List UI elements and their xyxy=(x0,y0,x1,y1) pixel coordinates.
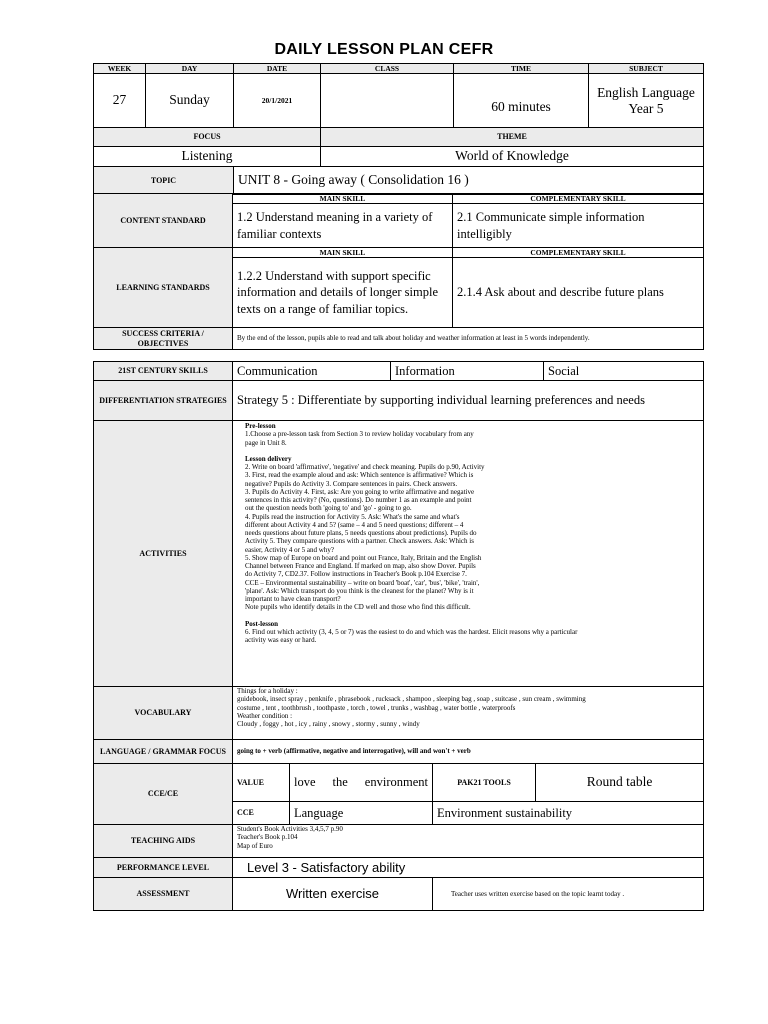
topic-label: TOPIC xyxy=(94,167,234,195)
content-standard-complementary: 2.1 Communicate simple information intelligibly xyxy=(453,204,704,248)
date-label: DATE xyxy=(234,64,321,74)
header-values-row xyxy=(94,74,704,128)
delivery-line: out the question needs both 'going to' and 'go' - going to go. xyxy=(245,504,412,513)
teaching-aid-line: Teacher's Book p.104 xyxy=(237,833,298,842)
grammar-row xyxy=(94,740,704,764)
learning-standard-complementary: 2.1.4 Ask about and describe future plans xyxy=(453,258,704,328)
century-skill-2: Information xyxy=(391,362,544,381)
assessment-note: Teacher uses written exercise based on the topic learnt today . xyxy=(433,878,704,911)
grammar-value: going to + verb (affirmative, negative and interrogative), will and won't + verb xyxy=(233,740,704,764)
post-lesson-heading: Post-lesson xyxy=(245,619,279,628)
post-line: activity was easy or hard. xyxy=(245,636,317,644)
activities-row xyxy=(94,421,704,687)
value-text: love the environment xyxy=(294,774,428,789)
performance-value: Level 3 - Satisfactory ability xyxy=(233,858,704,878)
focus-value: Listening xyxy=(94,147,321,167)
century-skill-1: Communication xyxy=(233,362,391,381)
focus-theme-values-row xyxy=(94,147,704,167)
delivery-line: Activity 5. They compare questions with a partner. Check answers. Ask: Which is xyxy=(245,537,474,546)
success-criteria-label: SUCCESS CRITERIA / OBJECTIVES xyxy=(94,328,233,350)
value-label: VALUE xyxy=(233,764,290,802)
cce-label: CCE/CE xyxy=(94,764,233,825)
theme-value: World of Knowledge xyxy=(321,147,704,167)
main-table xyxy=(93,420,704,911)
activities-label: ACTIVITIES xyxy=(94,421,233,687)
learning-standard-main: 1.2.2 Understand with support specific information and details of longer simple texts on a range of familiar topics. xyxy=(233,258,453,328)
pak21-value: Round table xyxy=(536,764,704,802)
header-labels-row xyxy=(94,64,704,74)
teaching-aid-line: Student's Book Activities 3,4,5,7 p.90 xyxy=(237,825,343,833)
content-skill-headers xyxy=(94,194,704,204)
vocabulary-content xyxy=(233,687,704,740)
assessment-row xyxy=(94,878,704,911)
delivery-line: do Activity 7, CD2.37. Follow instructions in Teacher's Book p.104 Exercise 7. xyxy=(245,570,467,579)
assessment-method: Written exercise xyxy=(233,878,433,911)
pak21-label: PAK21 TOOLS xyxy=(433,764,536,802)
differentiation-value: Strategy 5 : Differentiate by supporting individual learning preferences and needs xyxy=(233,381,704,421)
subject-value: English Language Year 5 xyxy=(589,74,704,128)
class-label: CLASS xyxy=(321,64,454,74)
vocabulary-line: Weather condition : xyxy=(237,711,293,720)
day-label: DAY xyxy=(146,64,234,74)
date-value: 20/1/2021 xyxy=(234,74,321,128)
main-skill-header-2: MAIN SKILL xyxy=(233,248,453,258)
delivery-line: Note pupils who identify details in the CD well and those who find this difficult. xyxy=(245,603,471,612)
week-value: 27 xyxy=(94,74,146,128)
class-value xyxy=(321,74,454,128)
delivery-line: easier, Activity 4 or 5 and why? xyxy=(245,545,334,554)
standards-table xyxy=(93,193,704,350)
differentiation-label: DIFFERENTIATION STRATEGIES xyxy=(94,381,233,421)
teaching-aid-line: Map of Euro xyxy=(237,841,273,850)
delivery-line: Channel between France and England. If marked on map, also show Dover. Pupils xyxy=(245,562,476,570)
teaching-aids-row xyxy=(94,825,704,858)
delivery-line: 3. First, read the example aloud and ask: Which sentence is affirmative? Which is xyxy=(245,471,474,480)
pre-line: page in Unit 8. xyxy=(245,438,287,447)
delivery-line: CCE – Environmental sustainability – write on board 'boat', 'car', 'bus', 'bike', 'train', xyxy=(245,578,480,587)
delivery-line: sentences in this activity? (No, questions). Do number 1 as an example and point xyxy=(245,496,472,504)
delivery-line: different about Activity 4 and 5? (same – 4 and 5 need questions; different – 4 xyxy=(245,520,464,529)
cce-sub-label: CCE xyxy=(233,802,290,825)
complementary-skill-header: COMPLEMENTARY SKILL xyxy=(453,194,704,204)
century-skills-label: 21ST CENTURY SKILLS xyxy=(94,362,233,381)
vocabulary-line: costume , tent , toothbrush , toothpaste , torch , towel , trunks , washbag , water bottle , waterproofs xyxy=(237,703,516,712)
vocabulary-line: guidebook, insect spray , penknife , phrasebook , rucksack , shampoo , sleeping bag , soap , suitcase , sun cream , swimming xyxy=(237,695,586,704)
performance-row xyxy=(94,858,704,878)
theme-label: THEME xyxy=(321,128,704,147)
learning-standards-label: LEARNING STANDARDS xyxy=(94,248,233,328)
delivery-line: 2. Write on board 'affirmative', 'negative' and check meaning. Pupils do p.90, Activity xyxy=(245,463,485,471)
success-criteria-row xyxy=(94,328,704,350)
vocabulary-line: Things for a holiday : xyxy=(237,687,298,695)
teaching-aids-content xyxy=(233,825,704,858)
assessment-label: ASSESSMENT xyxy=(94,878,233,911)
activities-content xyxy=(233,421,704,687)
century-skill-3: Social xyxy=(544,362,704,381)
lesson-delivery-heading: Lesson delivery xyxy=(245,454,292,463)
delivery-line: 4. Pupils read the instruction for Activity 5. Ask: What's the same and what's xyxy=(245,512,460,521)
time-value: 60 minutes xyxy=(454,74,589,128)
cce-value: Language xyxy=(290,802,433,825)
vocabulary-row xyxy=(94,687,704,740)
pre-lesson-heading: Pre-lesson xyxy=(245,422,276,430)
content-standard-main: 1.2 Understand meaning in a variety of familiar contexts xyxy=(233,204,453,248)
differentiation-row xyxy=(94,381,704,421)
teaching-aids-label: TEACHING AIDS xyxy=(94,825,233,858)
delivery-line: important to have clean transport? xyxy=(245,595,341,603)
value-value xyxy=(290,764,433,802)
page-title: DAILY LESSON PLAN CEFR xyxy=(274,41,494,58)
topic-row xyxy=(94,167,704,195)
content-standard-label: CONTENT STANDARD xyxy=(94,194,233,248)
main-skill-header: MAIN SKILL xyxy=(233,194,453,204)
grammar-label: LANGUAGE / GRAMMAR FOCUS xyxy=(94,740,233,764)
pre-line: 1.Choose a pre-lesson task from Section 3 to review holiday vocabulary from any xyxy=(245,430,474,439)
day-value: Sunday xyxy=(146,74,234,128)
topic-value: UNIT 8 - Going away ( Consolidation 16 ) xyxy=(234,167,704,195)
time-label: TIME xyxy=(454,64,589,74)
focus-theme-labels-row xyxy=(94,128,704,147)
delivery-line: needs questions about future plans, 5 needs questions about predictions). Pupils do xyxy=(245,529,477,537)
vocabulary-label: VOCABULARY xyxy=(94,687,233,740)
learning-skill-headers xyxy=(94,248,704,258)
delivery-line: 'plane'. Ask: Which transport do you think is the cleanest for the planet? Why is it xyxy=(245,586,474,595)
complementary-skill-header-2: COMPLEMENTARY SKILL xyxy=(453,248,704,258)
skills-table xyxy=(93,361,704,421)
delivery-line: 5. Show map of Europe on board and point out France, Italy, Britain and the English xyxy=(245,553,482,562)
sustainability-value: Environment sustainability xyxy=(433,802,704,825)
delivery-line: negative? Pupils do Activity 3. Compare sentences in pairs. Check answers. xyxy=(245,479,458,488)
cce-value-row xyxy=(94,764,704,802)
delivery-line: 3. Pupils do Activity 4. First, ask: Are you going to write affirmative and negative xyxy=(245,487,475,496)
performance-label: PERFORMANCE LEVEL xyxy=(94,858,233,878)
success-criteria-value: By the end of the lesson, pupils able to read and talk about holiday and weather information at least in 5 words independently. xyxy=(233,328,704,350)
lesson-plan-table xyxy=(93,63,704,195)
century-skills-row xyxy=(94,362,704,381)
focus-label: FOCUS xyxy=(94,128,321,147)
vocabulary-line: Cloudy , foggy , hot , icy , rainy , snowy , stormy , sunny , windy xyxy=(237,720,420,728)
week-label: WEEK xyxy=(94,64,146,74)
subject-label: SUBJECT xyxy=(589,64,704,74)
post-line: 6. Find out which activity (3, 4, 5 or 7) was the easiest to do and which was the hardest. Elicit reasons why a particular xyxy=(245,627,578,636)
